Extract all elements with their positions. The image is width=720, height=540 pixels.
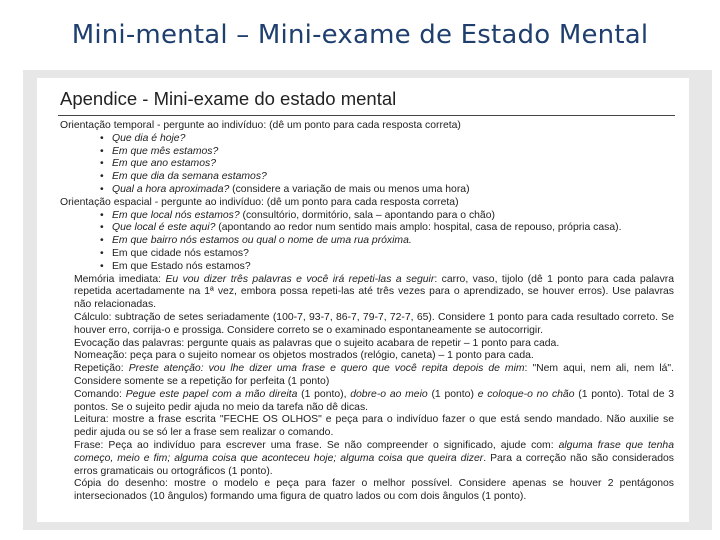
document-sheet (37, 78, 689, 522)
list-item: • Em que Estado nós estamos? (100, 260, 251, 272)
memory-paragraph: Memória imediata: Eu vou dizer três palavras e você irá repeti-las a seguir: carro, vaso, tijolo (dê 1 ponto para cada palavra repetida acertadamente na 1ª vez, embora possa repeti-las até três vezes para o aprendizado, se houver erros). Use palavras não relacionadas. (74, 273, 675, 311)
list-item: • Que dia é hoje? (100, 132, 186, 144)
list-item: • Em que dia da semana estamos? (100, 171, 267, 183)
temporal-orientation-intro: Orientação temporal - pergunte ao indivíduo: (dê um ponto para cada resposta correta) (60, 120, 461, 131)
title-divider (58, 115, 675, 116)
command-paragraph: Comando: Pegue este papel com a mão direita (1 ponto), dobre-o ao meio (1 ponto) e coloque-o no chão (1 ponto). Total de 3 pontos. Se o sujeito pedir ajuda no meio da tarefa não dê dicas. (74, 388, 675, 413)
sentence-paragraph: Frase: Peça ao indivíduo para escrever uma frase. Se não compreender o significado, ajude com: alguma frase que tenha começo, meio e fim; alguma coisa que aconteceu hoje; alguma coisa que queira dizer. Para a correção não são considerados erros gramaticais ou ortográficos (1 ponto). (74, 439, 674, 477)
list-item: • Qual a hora aproximada? (considere a variação de mais ou menos uma hora) (100, 183, 470, 195)
list-item: • Que local é este aqui? (apontando ao redor num sentido mais amplo: hospital, casa de repouso, própria casa). (100, 222, 622, 234)
repetition-paragraph: Repetição: Preste atenção: vou lhe dizer uma frase e quero que você repita depois de mim: "Nem aqui, nem ali, nem lá". Considere somente se a repetição for perfeita (1 ponto) (74, 363, 674, 387)
reading-paragraph: Leitura: mostre a frase escrita "FECHE OS OLHOS" e peça para o indivíduo fazer o que está sendo mandado. Não auxilie se pedir ajuda ou se só ler a frase sem realizar o comando. (74, 414, 674, 439)
slide-title: Mini-mental – Mini-exame de Estado Mental (71, 20, 649, 50)
list-item: • Em que bairro nós estamos ou qual o nome de uma rua próxima. (100, 235, 412, 247)
list-item: • Em que local nós estamos? (consultório, dormitório, sala – apontando para o chão) (100, 209, 495, 221)
list-item: • Em que ano estamos? (100, 158, 216, 170)
document-title: Apendice - Mini-exame do estado mental (60, 88, 397, 109)
list-item: • Em que cidade nós estamos? (100, 247, 249, 259)
naming-paragraph: Nomeação: peça para o sujeito nomear os objetos mostrados (relógio, caneta) – 1 ponto para cada. (74, 350, 534, 362)
document-body (60, 120, 674, 504)
spatial-orientation-intro: Orientação espacial - pergunte ao indivíduo: (dê um ponto para cada resposta correta) (60, 196, 459, 208)
list-item: • Em que mês estamos? (100, 145, 219, 157)
evocation-paragraph: Evocação das palavras: pergunte quais as palavras que o sujeito acabara de repetir – 1 ponto para cada. (74, 337, 560, 349)
drawing-paragraph: Cópia do desenho: mostre o modelo e peça para fazer o melhor possível. Considere apenas se houver 2 pentágonos intersecionados (10 ângulos) formando uma figura de quatro lados ou com dois ângulos (1 ponto). (74, 478, 674, 503)
calculation-paragraph: Cálculo: subtração de setes seriadamente (100-7, 93-7, 86-7, 79-7, 72-7, 65). Considere 1 ponto para cada resultado correto. Se houver erro, corrija-o e prossiga. Considere correto se o examinado espontaneamente se autocorrigir. (74, 311, 674, 336)
